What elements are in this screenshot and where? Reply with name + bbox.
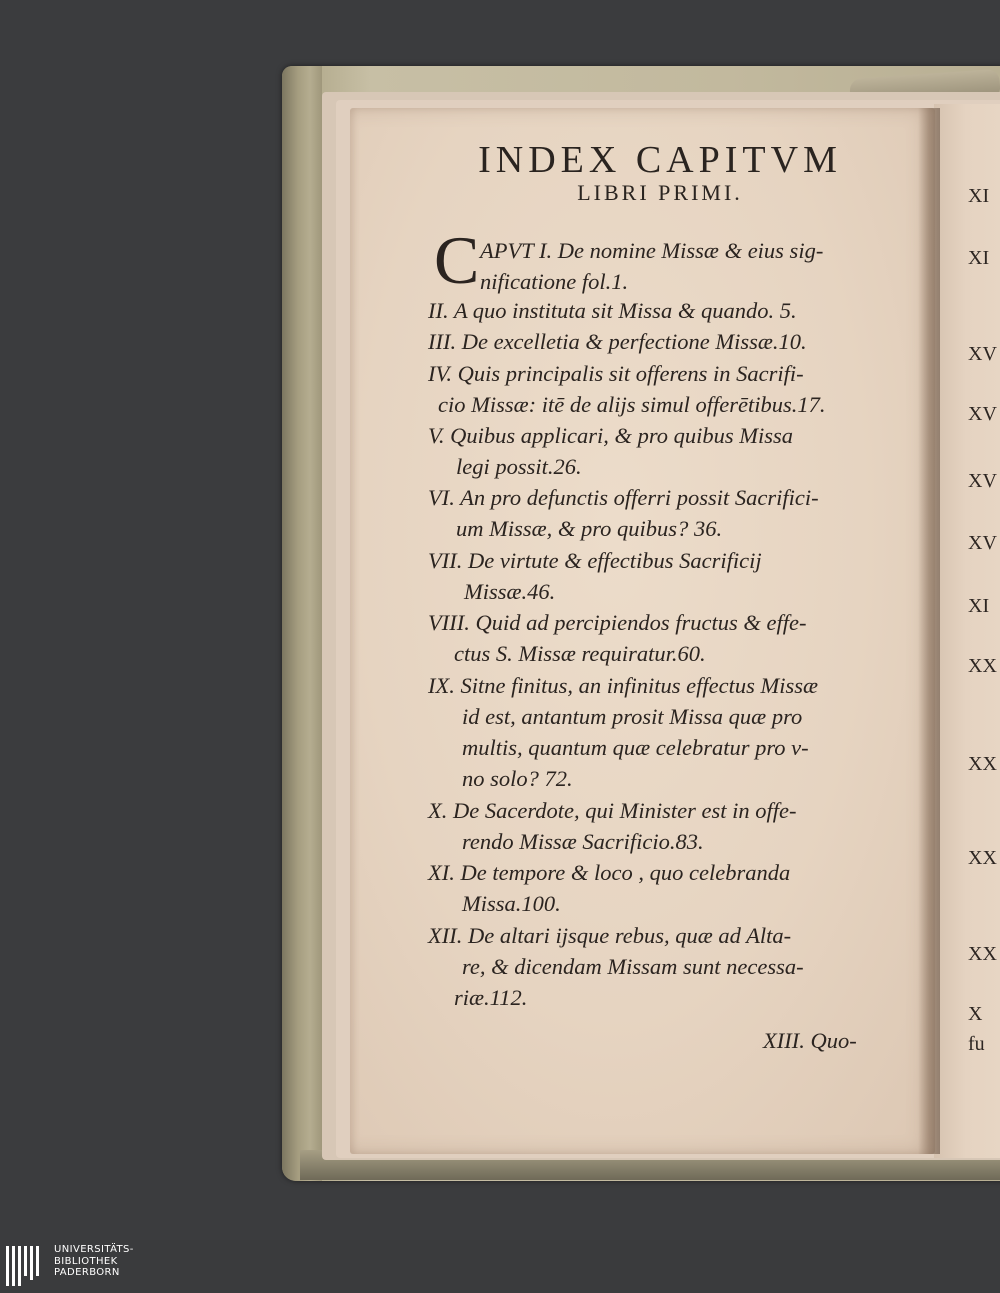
footer-bar (0, 1240, 1000, 1293)
facing-page (934, 104, 1000, 1158)
index-line: XI. De tempore & loco , quo celebranda (428, 860, 791, 885)
index-line: V. Quibus applicari, & pro quibus Missa (428, 423, 794, 448)
index-line: IV. Quis principalis sit offerens in Sacrifi- (428, 361, 804, 386)
facing-page-mark: XI (968, 185, 990, 207)
page-gutter-shadow (918, 108, 940, 1154)
index-line: rendo Missæ Sacrificio.83. (462, 829, 704, 854)
index-line: Missæ.46. (464, 579, 556, 604)
library-name-line1: UNIVERSITÄTS- (54, 1244, 134, 1255)
facing-page-mark: X (968, 1003, 983, 1025)
index-line: id est, antantum prosit Missa quæ pro (462, 704, 803, 729)
index-line: riæ.112. (454, 985, 528, 1010)
index-line: multis, quantum quæ celebratur pro v- (462, 735, 809, 760)
index-line: XII. De altari ijsque rebus, quæ ad Alta- (428, 923, 792, 948)
facing-page-mark: fu (968, 1033, 985, 1055)
facing-page-mark: XV (968, 532, 997, 554)
index-line: II. A quo instituta sit Missa & quando. 5. (428, 298, 797, 323)
book-spine (282, 66, 322, 1181)
catchword: XIII. Quo- (763, 1028, 857, 1053)
index-line: IX. Sitne finitus, an infinitus effectus Missæ (428, 673, 818, 698)
index-line: no solo? 72. (462, 766, 573, 791)
facing-page-mark: XI (968, 247, 990, 269)
facing-page-mark: XV (968, 343, 997, 365)
drop-capital: C (434, 222, 480, 298)
index-line: cio Missæ: itē de alijs simul offerētibus.17. (438, 392, 826, 417)
library-logo-icon (6, 1246, 46, 1286)
library-name-line2: BIBLIOTHEK (54, 1255, 118, 1267)
index-line: III. De excelletia & perfectione Missæ.10. (428, 329, 807, 354)
page-title: INDEX CAPITVM (478, 139, 842, 181)
facing-page-mark: XX (968, 943, 997, 965)
facing-page-mark: XV (968, 403, 997, 425)
index-line: um Missæ, & pro quibus? 36. (456, 516, 723, 541)
index-line: ctus S. Missæ requiratur.60. (454, 641, 706, 666)
facing-page-mark: XX (968, 655, 997, 677)
index-line: VIII. Quid ad percipiendos fructus & effe- (428, 610, 807, 635)
facing-page-mark: XV (968, 470, 997, 492)
index-line: APVT I. De nomine Missæ & eius sig- (480, 238, 824, 263)
index-line: X. De Sacerdote, qui Minister est in offe- (428, 798, 797, 823)
facing-page-mark: XX (968, 753, 997, 775)
index-line: VI. An pro defunctis offerri possit Sacrifici- (428, 485, 819, 510)
library-logo-text (54, 1244, 134, 1279)
index-line: VII. De virtute & effectibus Sacrificij (428, 548, 762, 573)
page-subtitle: LIBRI PRIMI. (577, 180, 743, 205)
index-line: re, & dicendam Missam sunt necessa- (462, 954, 804, 979)
library-name-line3: PADERBORN (54, 1267, 120, 1278)
facing-page-mark: XI (968, 595, 990, 617)
index-line: legi possit.26. (456, 454, 582, 479)
index-line: Missa.100. (462, 891, 561, 916)
index-line: nificatione fol.1. (480, 269, 629, 294)
facing-page-mark: XX (968, 847, 997, 869)
